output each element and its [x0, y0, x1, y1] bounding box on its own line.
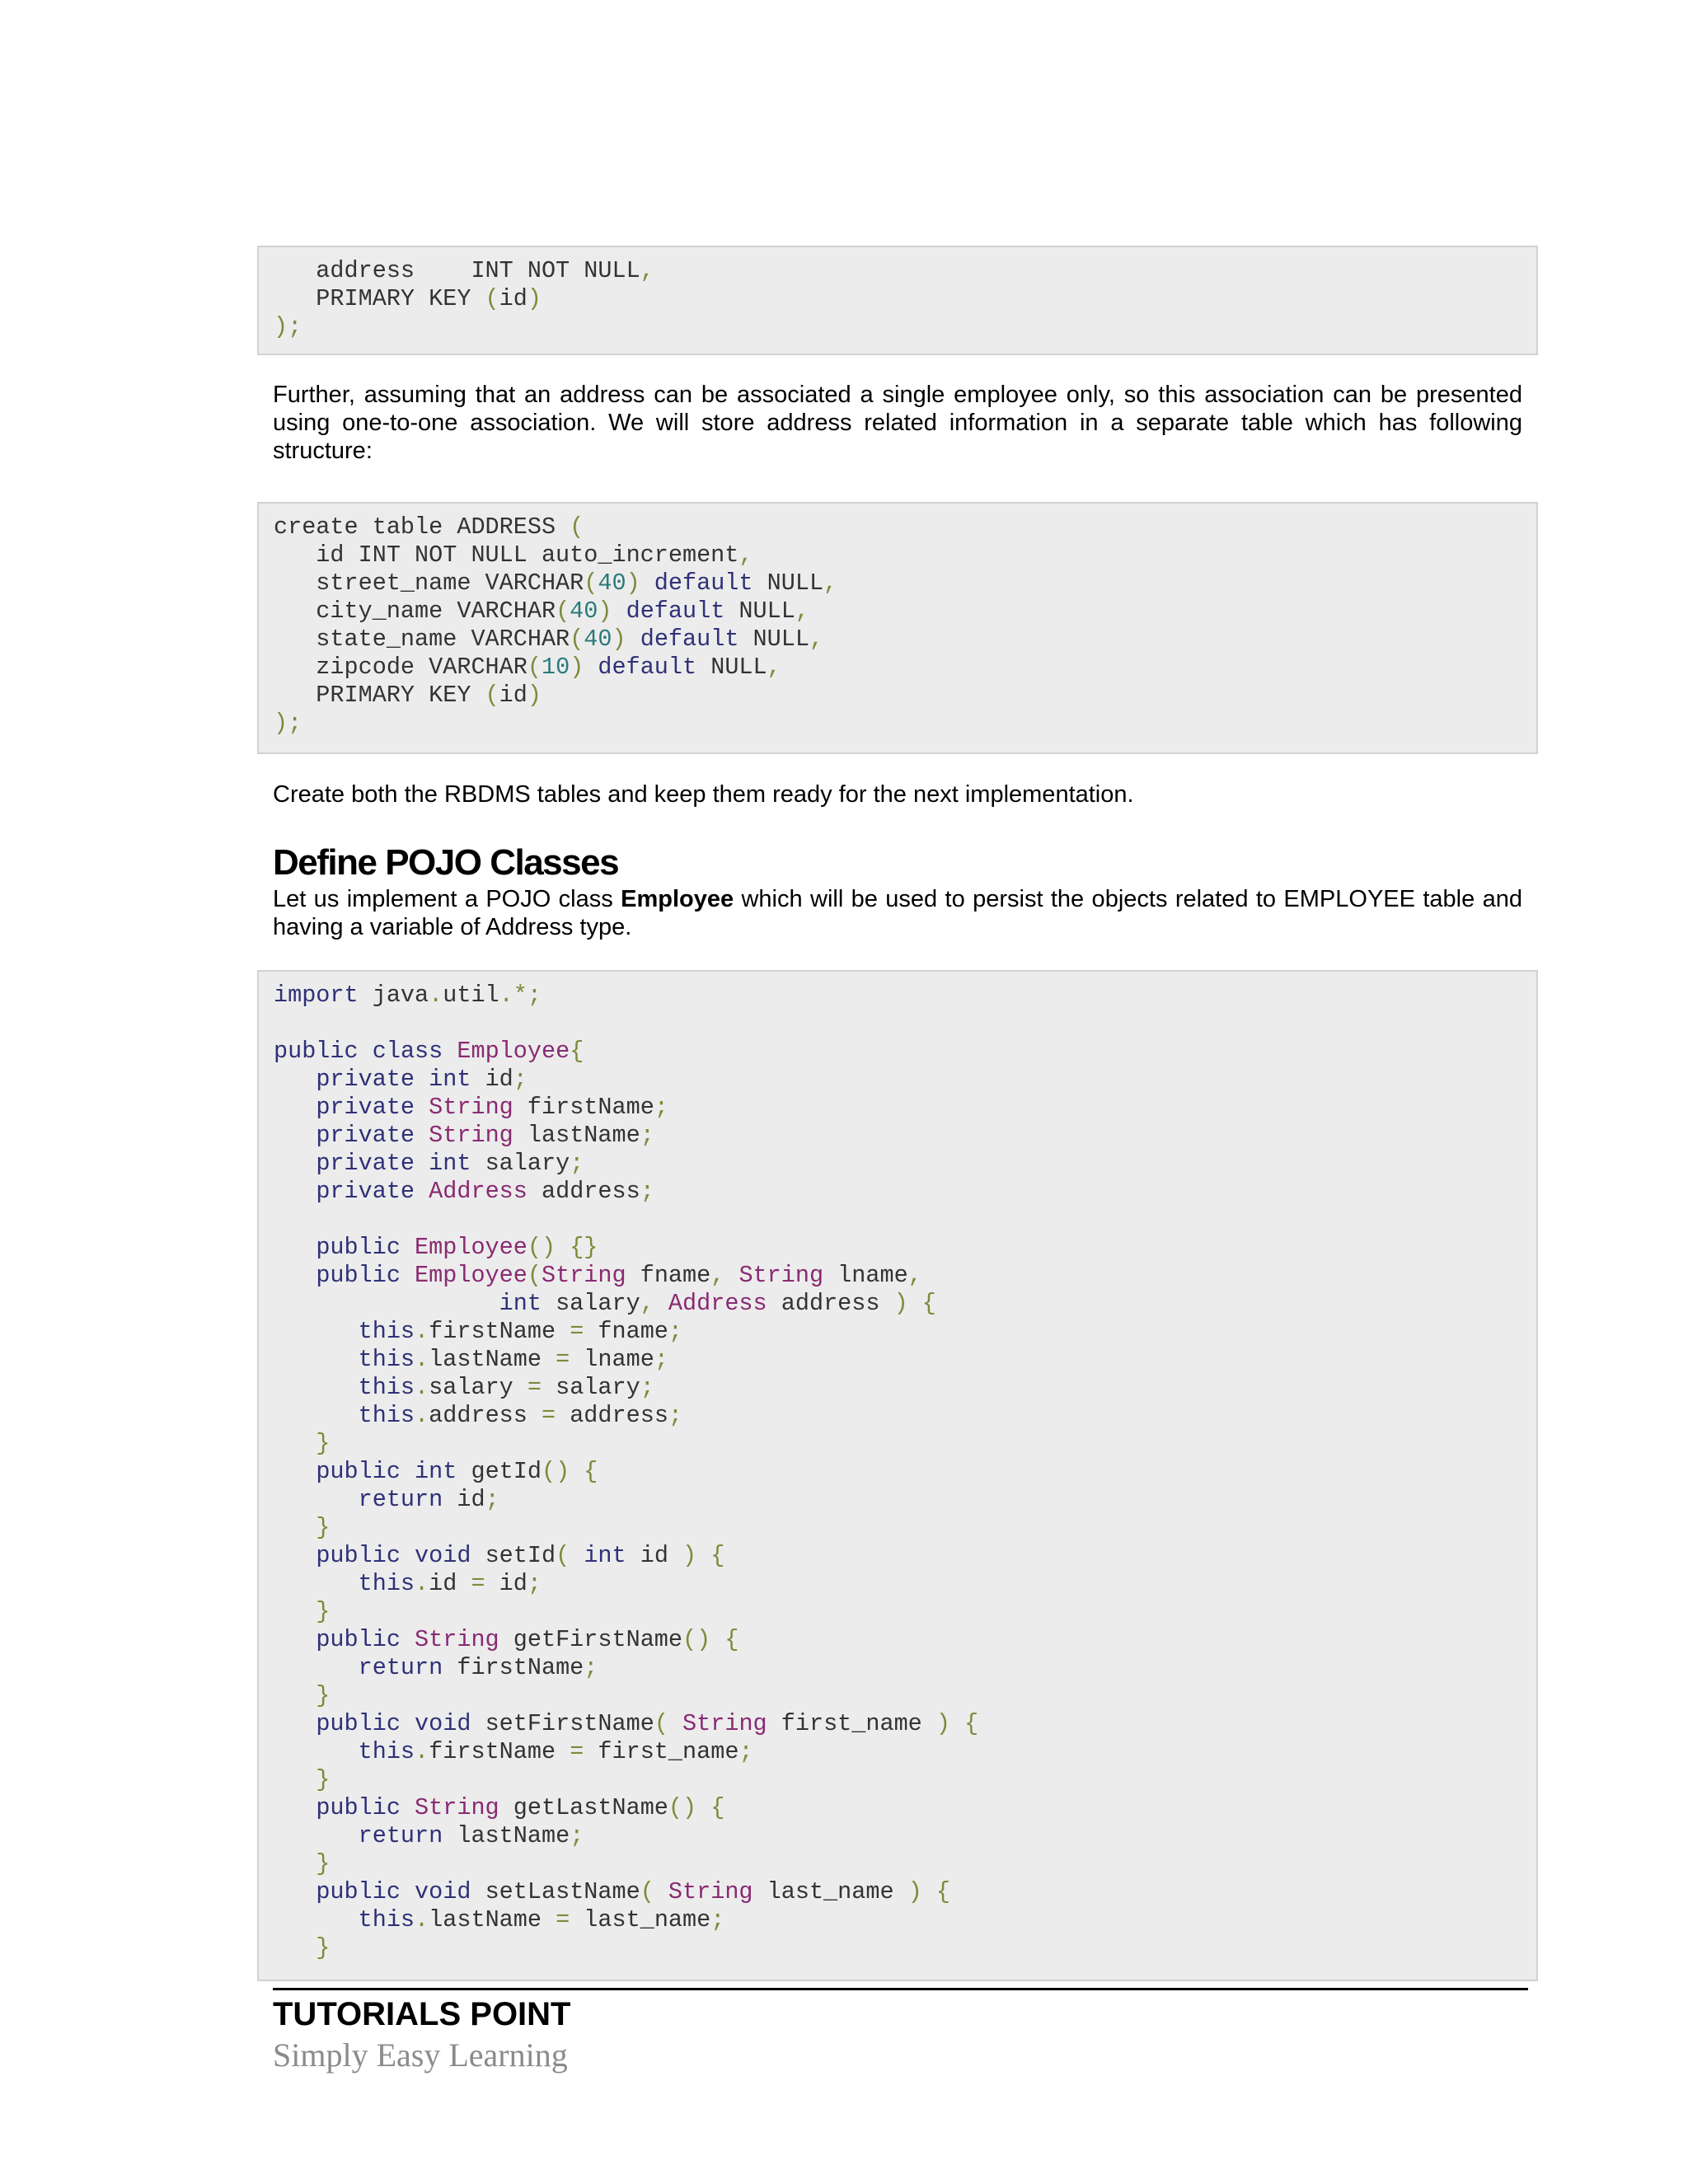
code-token: ;	[738, 1738, 753, 1765]
code-text	[274, 982, 1522, 1962]
code-token: firstName	[443, 1654, 584, 1681]
code-token: salary	[429, 1374, 528, 1401]
code-token: ;	[710, 1906, 725, 1933]
code-token: last_name	[570, 1906, 711, 1933]
code-token	[654, 1878, 668, 1905]
code-token	[401, 1234, 415, 1261]
code-block-address-table	[257, 502, 1538, 754]
code-token: salary	[541, 1290, 640, 1317]
code-token: last_name	[753, 1878, 908, 1905]
code-token: int	[429, 1066, 471, 1093]
footer-tagline: Simply Easy Learning	[273, 2036, 568, 2074]
code-token: {	[696, 1542, 725, 1569]
code-token: (	[654, 1710, 668, 1737]
code-token: String	[429, 1094, 513, 1121]
code-token: 40	[598, 569, 626, 597]
code-token: .	[415, 1906, 429, 1933]
code-token: city_name VARCHAR	[274, 598, 556, 625]
code-token: String	[541, 1262, 626, 1289]
code-token: id	[485, 1570, 528, 1597]
code-token: address INT NOT NULL	[274, 257, 640, 284]
code-token: create table ADDRESS	[274, 513, 570, 541]
code-token: lname	[570, 1346, 654, 1373]
code-token: (	[485, 285, 499, 312]
code-token: )	[893, 1290, 908, 1317]
code-token: setFirstName	[471, 1710, 654, 1737]
code-token: firstName	[429, 1318, 570, 1345]
code-token: ;	[570, 1150, 584, 1177]
code-token	[274, 1346, 359, 1373]
code-token	[401, 1626, 415, 1653]
code-token: =	[556, 1346, 570, 1373]
code-token: private	[316, 1066, 415, 1093]
paragraph-pojo-intro	[273, 885, 1522, 941]
code-token	[274, 1458, 316, 1485]
code-token: ,	[795, 598, 809, 625]
code-token	[274, 1094, 316, 1121]
code-token: }	[274, 1934, 331, 1961]
code-token: =	[527, 1374, 542, 1401]
code-token	[274, 1290, 499, 1317]
code-token	[401, 1458, 415, 1485]
code-token: }	[274, 1682, 331, 1709]
code-token: zipcode VARCHAR	[274, 654, 528, 681]
code-token: address	[556, 1402, 668, 1429]
code-token: private	[316, 1150, 415, 1177]
code-token: Employee	[415, 1234, 528, 1261]
code-token	[274, 1486, 359, 1513]
paragraph-association-intro: Further, assuming that an address can be associated a single employee only, so this association can be presented using one-to-one association. We will store address related information in a separate table which has following structure:	[273, 382, 1522, 464]
code-token: void	[415, 1878, 471, 1905]
code-token: void	[415, 1710, 471, 1737]
code-token: return	[358, 1486, 443, 1513]
code-token: PRIMARY KEY	[274, 285, 485, 312]
code-token: public	[316, 1234, 401, 1261]
code-token: getLastName	[499, 1794, 668, 1821]
code-token: default	[626, 626, 739, 653]
code-token: ()	[682, 1626, 711, 1653]
code-token: ;	[485, 1486, 499, 1513]
code-token: }	[274, 1430, 331, 1457]
code-token: ;	[668, 1318, 683, 1345]
code-token: NULL	[696, 654, 767, 681]
code-token: (	[556, 598, 570, 625]
code-token: first_name	[584, 1738, 739, 1765]
code-token: default	[584, 654, 697, 681]
code-token: int	[584, 1542, 626, 1569]
code-token: first_name	[767, 1710, 936, 1737]
code-token: )	[570, 654, 584, 681]
code-text	[274, 513, 1522, 738]
code-token: .	[429, 982, 443, 1009]
code-token: String	[429, 1122, 513, 1149]
code-token	[401, 1262, 415, 1289]
code-token: (	[527, 1262, 542, 1289]
code-token: firstName	[429, 1738, 570, 1765]
code-token	[401, 1878, 415, 1905]
code-token: =	[541, 1402, 556, 1429]
code-token	[415, 1066, 429, 1093]
code-token: =	[556, 1906, 570, 1933]
code-token: setId	[471, 1542, 556, 1569]
code-token: state_name VARCHAR	[274, 626, 570, 653]
code-token	[274, 1878, 316, 1905]
section-heading: Define POJO Classes	[273, 842, 619, 883]
code-token: ,	[640, 1290, 654, 1317]
code-token	[274, 1542, 316, 1569]
code-token	[274, 1738, 359, 1765]
code-token: class	[372, 1038, 443, 1065]
code-token: Address	[668, 1290, 767, 1317]
code-token	[570, 1542, 584, 1569]
code-token: ()	[541, 1458, 570, 1485]
code-token: this	[358, 1570, 415, 1597]
code-token: ;	[640, 1374, 654, 1401]
code-token: ;	[527, 1570, 542, 1597]
code-token: ()	[668, 1794, 697, 1821]
code-token: id	[471, 1066, 513, 1093]
code-token: address	[429, 1402, 542, 1429]
code-token: (	[485, 682, 499, 709]
code-token: default	[612, 598, 725, 625]
code-token: public	[316, 1262, 401, 1289]
code-token: String	[738, 1262, 824, 1289]
code-token	[274, 1122, 316, 1149]
code-token: }	[274, 1766, 331, 1793]
code-token: this	[358, 1738, 415, 1765]
code-token	[415, 1178, 429, 1205]
code-token	[415, 1094, 429, 1121]
code-token: util	[443, 982, 499, 1009]
code-token: int	[499, 1290, 542, 1317]
code-token: )	[682, 1542, 697, 1569]
code-token	[415, 1122, 429, 1149]
code-token	[274, 1822, 359, 1849]
code-text	[274, 257, 1522, 341]
code-token: )	[612, 626, 626, 653]
code-token: getId	[457, 1458, 542, 1485]
code-token: {	[921, 1878, 951, 1905]
code-token: lastName	[429, 1906, 556, 1933]
code-token: public	[274, 1038, 359, 1065]
code-token: firstName	[513, 1094, 654, 1121]
code-token: ,	[710, 1262, 725, 1289]
code-token	[274, 1318, 359, 1345]
code-token: {}	[556, 1234, 598, 1261]
code-token	[668, 1710, 682, 1737]
code-token	[274, 1150, 316, 1177]
code-token	[724, 1262, 738, 1289]
code-token: )	[935, 1710, 950, 1737]
code-token: setLastName	[471, 1878, 640, 1905]
code-token: street_name VARCHAR	[274, 569, 584, 597]
code-token	[401, 1710, 415, 1737]
code-token: {	[570, 1458, 598, 1485]
code-token: .	[415, 1346, 429, 1373]
code-token	[401, 1542, 415, 1569]
code-token: NULL	[753, 569, 824, 597]
code-token: }	[274, 1598, 331, 1625]
code-token	[274, 1710, 316, 1737]
code-token: ,	[640, 257, 654, 284]
code-token: ,	[809, 626, 824, 653]
code-token: 40	[570, 598, 598, 625]
code-token	[401, 1794, 415, 1821]
code-token: (	[527, 654, 542, 681]
code-token: fname	[626, 1262, 711, 1289]
pojo-intro-text-rest: which will be used to persist the objects related to EMPLOYEE table and having a variable of Address type.	[273, 886, 1522, 940]
code-token: void	[415, 1542, 471, 1569]
code-token: private	[316, 1178, 415, 1205]
code-token	[274, 1374, 359, 1401]
code-token: {	[950, 1710, 979, 1737]
code-token: public	[316, 1878, 401, 1905]
code-token: public	[316, 1710, 401, 1737]
code-token: lastName	[513, 1122, 640, 1149]
code-token: getFirstName	[499, 1626, 683, 1653]
code-token	[274, 1234, 316, 1261]
code-token: ()	[527, 1234, 556, 1261]
code-token: this	[358, 1318, 415, 1345]
code-token: {	[570, 1038, 584, 1065]
code-token: address	[527, 1178, 640, 1205]
code-token: int	[429, 1150, 471, 1177]
code-token: .*;	[499, 982, 542, 1009]
code-token	[274, 1570, 359, 1597]
code-token: ;	[640, 1122, 654, 1149]
code-token: public	[316, 1626, 401, 1653]
code-token: this	[358, 1906, 415, 1933]
code-token: Employee	[415, 1262, 528, 1289]
code-token: lname	[823, 1262, 908, 1289]
code-token: }	[274, 1514, 331, 1541]
code-token	[274, 1906, 359, 1933]
code-token: return	[358, 1654, 443, 1681]
code-token: ;	[654, 1346, 668, 1373]
code-token: NULL	[738, 626, 809, 653]
code-token: id	[443, 1486, 485, 1513]
footer-divider	[273, 1988, 1528, 1990]
code-token	[274, 1262, 316, 1289]
code-token: )	[626, 569, 640, 597]
code-token: (	[570, 513, 584, 541]
code-block-employee-class	[257, 970, 1538, 1981]
code-token: ,	[907, 1262, 922, 1289]
pojo-intro-text: Let us implement a POJO class	[273, 886, 621, 912]
code-token: public	[316, 1542, 401, 1569]
code-token: NULL	[724, 598, 795, 625]
code-token: =	[471, 1570, 485, 1597]
code-token: ;	[513, 1066, 528, 1093]
code-token: }	[274, 1850, 331, 1877]
code-token: )	[527, 682, 542, 709]
code-token	[274, 1066, 316, 1093]
code-token: .	[415, 1738, 429, 1765]
code-token: default	[640, 569, 753, 597]
code-token: lastName	[429, 1346, 556, 1373]
paragraph-create-tables-note: Create both the RBDMS tables and keep them ready for the next implementation.	[273, 781, 1134, 808]
code-token: String	[682, 1710, 767, 1737]
code-token	[274, 1794, 316, 1821]
code-token: );	[274, 313, 302, 340]
code-token: =	[570, 1318, 584, 1345]
code-token	[274, 1178, 316, 1205]
code-token: int	[415, 1458, 457, 1485]
code-token: import	[274, 982, 359, 1009]
code-token	[274, 1626, 316, 1653]
code-token: {	[907, 1290, 936, 1317]
code-token: id INT NOT NULL auto_increment	[274, 541, 739, 569]
code-token: address	[767, 1290, 894, 1317]
code-token	[415, 1150, 429, 1177]
code-token: .	[415, 1570, 429, 1597]
code-token	[359, 1038, 373, 1065]
code-token: id	[499, 285, 528, 312]
code-token: PRIMARY KEY	[274, 682, 485, 709]
code-token: )	[527, 285, 542, 312]
code-token: );	[274, 710, 302, 737]
code-token	[274, 1402, 359, 1429]
code-token: this	[358, 1374, 415, 1401]
code-token: 40	[584, 626, 612, 653]
code-block-employee-table-end	[257, 246, 1538, 355]
code-token: this	[358, 1346, 415, 1373]
code-token: id	[429, 1570, 471, 1597]
code-token: ;	[668, 1402, 683, 1429]
code-token: ;	[584, 1654, 598, 1681]
code-token: String	[415, 1794, 499, 1821]
code-token: public	[316, 1794, 401, 1821]
code-token: ,	[767, 654, 781, 681]
code-token	[443, 1038, 457, 1065]
footer-brand: TUTORIALS POINT	[273, 1996, 571, 2032]
code-token: Employee	[457, 1038, 570, 1065]
code-token: .	[415, 1402, 429, 1429]
code-token: (	[556, 1542, 570, 1569]
code-token: =	[570, 1738, 584, 1765]
code-token: .	[415, 1374, 429, 1401]
pojo-class-name: Employee	[621, 886, 734, 912]
code-token: ,	[823, 569, 838, 597]
code-token: this	[358, 1402, 415, 1429]
code-token: String	[668, 1878, 753, 1905]
code-token: .	[415, 1318, 429, 1345]
code-token: return	[358, 1822, 443, 1849]
code-token: salary	[471, 1150, 570, 1177]
code-token: )	[907, 1878, 922, 1905]
code-token: (	[584, 569, 598, 597]
code-token	[274, 1654, 359, 1681]
code-token: ;	[654, 1094, 668, 1121]
code-token: private	[316, 1094, 415, 1121]
code-token: ;	[640, 1178, 654, 1205]
code-token: id	[626, 1542, 683, 1569]
code-token: id	[499, 682, 528, 709]
code-token: lastName	[443, 1822, 570, 1849]
code-token: ;	[570, 1822, 584, 1849]
code-token: fname	[584, 1318, 668, 1345]
code-token: String	[415, 1626, 499, 1653]
code-token: java	[358, 982, 429, 1009]
code-token: Address	[429, 1178, 528, 1205]
code-token: (	[640, 1878, 654, 1905]
code-token: public	[316, 1458, 401, 1485]
code-token: 10	[541, 654, 570, 681]
code-token	[654, 1290, 668, 1317]
code-token: ,	[738, 541, 753, 569]
code-token: {	[696, 1794, 725, 1821]
code-token: salary	[542, 1374, 640, 1401]
code-token: (	[570, 626, 584, 653]
code-token: {	[710, 1626, 739, 1653]
code-token: private	[316, 1122, 415, 1149]
code-token: )	[598, 598, 612, 625]
